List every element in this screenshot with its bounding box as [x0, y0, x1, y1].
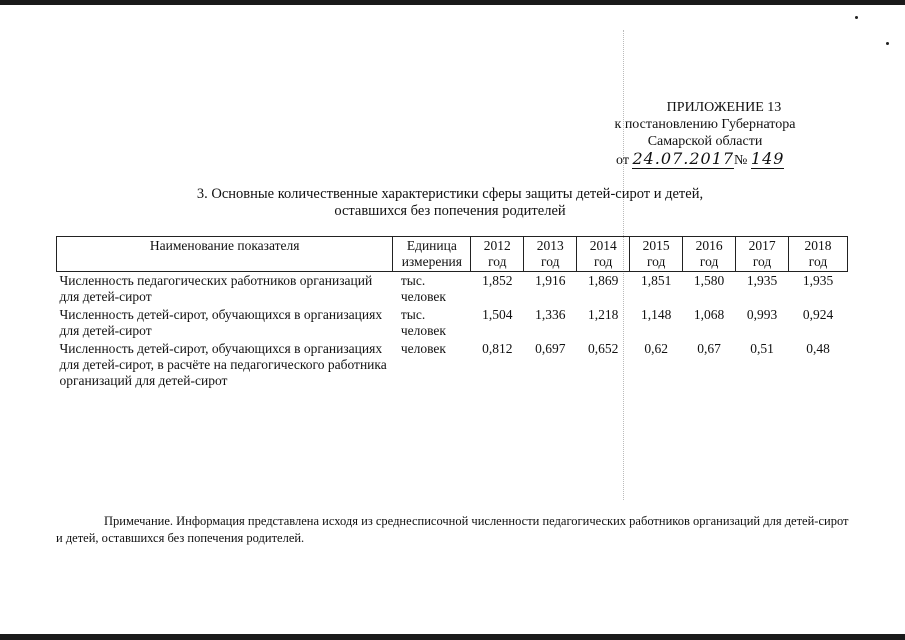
header-year: 2015 год [630, 237, 683, 272]
appendix-date: 24.07.2017 [632, 149, 735, 168]
row-value: 1,935 [746, 273, 778, 288]
scan-edge-top [0, 0, 905, 5]
row-value: 0,924 [802, 307, 834, 322]
appendix-number: 149 [750, 149, 785, 168]
section-title-line1: 3. Основные количественные характеристики сферы защиты детей-сирот и детей, [196, 186, 704, 202]
row-value: 1,336 [535, 307, 566, 322]
row-value: 1,852 [482, 273, 513, 288]
row-value: 0,652 [588, 341, 619, 356]
row-name: Численность детей-сирот, обучающихся в организациях для детей-сирот [59, 307, 383, 338]
header-year: 2014 год [577, 237, 630, 272]
row-value: 1,580 [693, 273, 725, 288]
header-unit: Единица измерения [393, 237, 471, 272]
scan-speck [855, 16, 858, 19]
row-value: 1,935 [802, 273, 834, 288]
row-name: Численность детей-сирот, обучающихся в организациях для детей-сирот, в расчёте на педагогического работника организаций для детей-сирот [59, 341, 387, 388]
row-value: 1,869 [588, 273, 619, 288]
scan-edge-bottom [0, 634, 905, 640]
row-value: 1,504 [482, 307, 513, 322]
header-year: 2018 год [789, 237, 848, 272]
row-value: 0,51 [750, 341, 774, 356]
row-value: 0,62 [644, 341, 668, 356]
appendix-date-line [600, 150, 810, 169]
row-value: 1,068 [693, 307, 725, 322]
table-row [57, 306, 848, 340]
appendix-date-prefix: от [616, 153, 629, 168]
row-name: Численность педагогических работников организаций для детей-сирот [59, 273, 373, 304]
indicators-table [56, 236, 848, 390]
row-value: 0,812 [482, 341, 513, 356]
appendix-number-sign: № [734, 153, 748, 168]
row-value: 1,148 [640, 307, 672, 322]
header-name: Наименование показателя [57, 237, 393, 272]
appendix-line2: Самарской области [647, 134, 763, 149]
row-value: 0,67 [697, 341, 721, 356]
header-year: 2016 год [683, 237, 736, 272]
row-value: 0,993 [746, 307, 778, 322]
row-unit: тыс. человек [400, 273, 446, 304]
row-unit: тыс. человек [400, 307, 446, 338]
header-year: 2017 год [736, 237, 789, 272]
appendix-block [600, 99, 810, 169]
row-value: 0,697 [535, 341, 566, 356]
table-header-row [57, 237, 848, 272]
scan-speck [886, 42, 889, 45]
row-value: 1,916 [535, 273, 566, 288]
row-value: 0,48 [806, 341, 830, 356]
row-value: 1,218 [588, 307, 619, 322]
header-year: 2012 год [471, 237, 524, 272]
row-value: 1,851 [640, 273, 672, 288]
table-row [57, 340, 848, 390]
footnote: Примечание. Информация представлена исходя из среднесписочной численности педагогических работников организаций для детей-сирот и детей, оставшихся без попечения родителей. [56, 514, 849, 545]
appendix-title: ПРИЛОЖЕНИЕ 13 [666, 100, 782, 115]
table-row [57, 272, 848, 307]
row-unit: человек [400, 341, 446, 356]
header-year: 2013 год [524, 237, 577, 272]
appendix-line1: к постановлению Губернатора [614, 117, 796, 132]
section-title-line2: оставшихся без попечения родителей [334, 203, 566, 219]
section-title [150, 186, 750, 220]
